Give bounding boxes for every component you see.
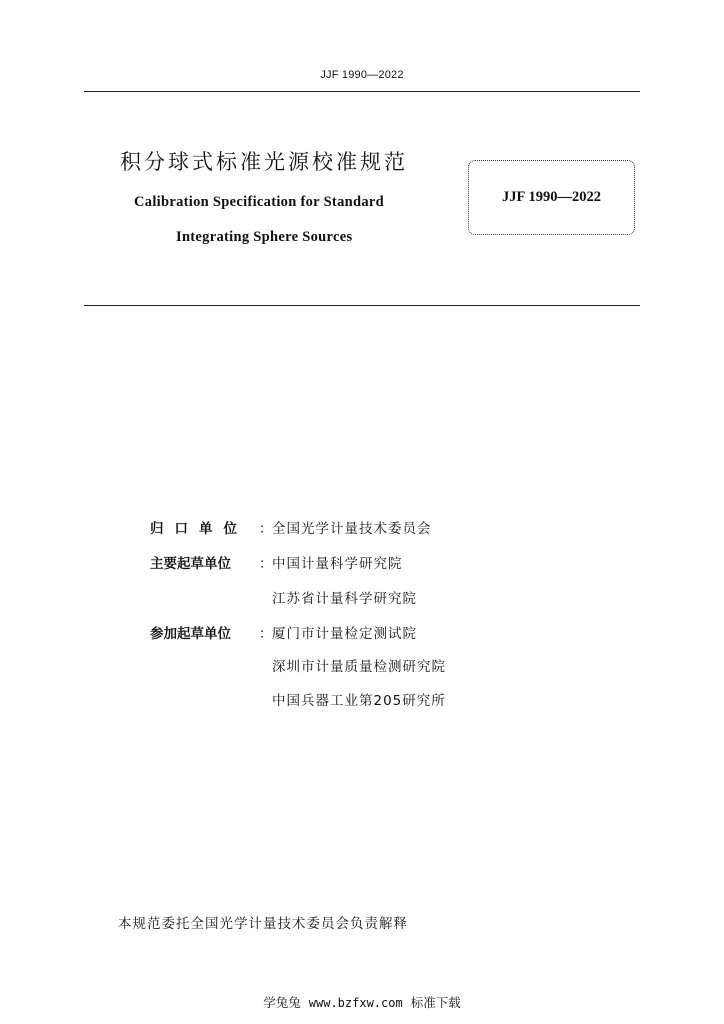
participating-value-1 [259, 623, 417, 645]
interpretation-note: 本规范委托全国光学计量技术委员会负责解释 [118, 916, 408, 932]
participating-value-3: 中国兵器工业第205研究所 [272, 693, 446, 709]
main-drafting-colon: ： [259, 556, 274, 572]
responsible-unit-value [259, 518, 432, 540]
title-divider [84, 305, 640, 306]
responsible-unit-row [150, 518, 432, 540]
main-drafting-value-1 [259, 553, 403, 575]
main-drafting-row [150, 553, 403, 575]
footer-site-link[interactable]: www.bzfxw.com [308, 996, 403, 1010]
main-drafting-value-2: 江苏省计量科学研究院 [272, 591, 417, 607]
main-drafting-label: 主要起草单位 [150, 556, 231, 572]
participating-value-2: 深圳市计量质量检测研究院 [272, 659, 446, 675]
title-english-line2: Integrating Sphere Sources [176, 229, 353, 245]
main-drafting-text-1: 中国计量科学研究院 [272, 556, 403, 572]
standard-code-box-text: JJF 1990—2022 [502, 189, 601, 205]
footer [0, 993, 724, 1011]
header-divider [84, 91, 640, 92]
participating-label: 参加起草单位 [150, 626, 231, 642]
responsible-unit-label: 归口单位 [150, 521, 248, 537]
header-standard-code: JJF 1990—2022 [320, 69, 404, 81]
responsible-unit-colon: ： [259, 521, 274, 537]
title-english-line1: Calibration Specification for Standard [134, 194, 384, 210]
footer-tagline: 标准下载 [410, 995, 461, 1010]
participating-colon: ： [259, 626, 274, 642]
title-chinese: 积分球式标准光源校准规范 [120, 150, 408, 174]
responsible-unit-text: 全国光学计量技术委员会 [272, 521, 432, 537]
participating-row [150, 623, 417, 645]
participating-text-1: 厦门市计量检定测试院 [272, 626, 417, 642]
footer-brand: 学兔兔 [263, 995, 301, 1010]
